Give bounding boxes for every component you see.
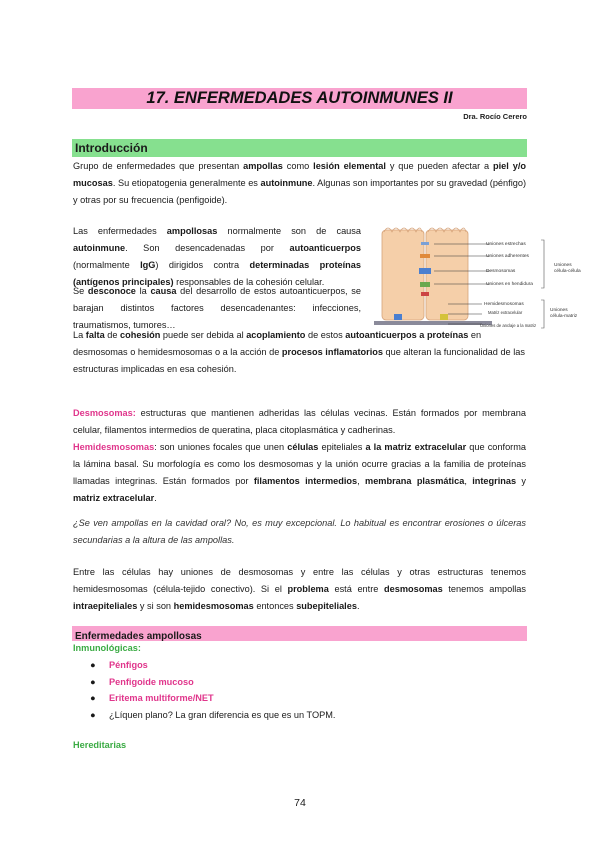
bullet-list-inmunologicas <box>73 657 335 723</box>
diagram-label: Uniones de anclaje a la matriz <box>480 323 537 328</box>
page-number: 74 <box>294 797 306 809</box>
list-item: ● Penfigoide mucoso <box>73 674 335 691</box>
paragraph-falta-cohesion: La falta de cohesión puede ser debida al acoplamiento de estos autoanticuerpos a proteínas en desmosomas o hemidesmosomas o a la acción de procesos inflamatorios que alteran la funcionalidad de las estructuras implicadas en esa cohesión. <box>73 330 525 374</box>
list-item: ● Eritema multiforme/NET <box>73 690 335 707</box>
bullet-icon: ● <box>90 676 96 687</box>
diagram-label: Desmosomas <box>486 269 516 274</box>
paragraph-factores: Se desconoce la causa del desarrollo de estos autoanticuerpos, se barajan distintos factores desencadenantes: infecciones, traumatismos, tumores… <box>73 286 361 330</box>
bullet-icon: ● <box>90 660 96 670</box>
subheading-hereditarias: Hereditarias <box>73 740 127 750</box>
paragraph-definicion: Grupo de enfermedades que presentan ampollas como lesión elemental y que pueden afectar a piel y/o mucosas. Su etiopatogenia generalmente es autoinmune. Algunas son importantes por su gravedad (pénfigo) y otras por su frecuencia (penfigoide). <box>73 161 527 205</box>
subheading-inmunologicas: Inmunológicas: <box>73 643 141 653</box>
paragraph-uniones: Entre las células hay uniones de desmosomas y entre las células y otras estructuras tenemos hemidesmosomas (célula-tejido conectivo). Si el problema está entre desmosomas tenemos ampollas intraepiteliales y si son hemidesmosomas entonces subepiteliales. <box>73 567 526 611</box>
section-heading-text: Enfermedades ampollosas <box>75 631 202 642</box>
paragraph-causa-autoinmune: Las enfermedades ampollosas normalmente son de causa autoinmune. Son desencadenadas por autoanticuerpos (normalmente IgG) dirigidos contra determinadas proteínas (antígenos principales) responsables de la cohesión celular. <box>73 226 362 287</box>
diagram-label: Hemidesmosomas <box>484 302 524 307</box>
diagram-label: Uniones adherentes <box>486 254 529 259</box>
author-name: Dra. Rocío Cerero <box>463 112 527 121</box>
diagram-group-label: Uniones <box>550 308 568 313</box>
section-heading-text: Introducción <box>75 141 148 155</box>
section-heading-introduccion <box>72 139 527 157</box>
cell-junctions-diagram <box>374 222 600 340</box>
chapter-title: 17. ENFERMEDADES AUTOINMUNES II <box>146 89 453 107</box>
diagram-group-label: célula-matriz <box>550 314 578 319</box>
diagram-label: Uniones en hendidura <box>486 282 533 287</box>
section-heading-ampollosas <box>72 626 527 641</box>
list-item: ● Pénfigos <box>73 657 335 674</box>
paragraph-desmosomas: Desmosomas: estructuras que mantienen adheridas las células vecinas. Están formados por membrana celular, filamentos intermedios de queratina, placa citoplasmática y cadherinas. <box>73 408 526 435</box>
list-item: ● ¿Líquen plano? La gran diferencia es que es un TOPM. <box>73 707 335 724</box>
diagram-group-label: Uniones <box>554 263 572 268</box>
bullet-icon: ● <box>90 709 96 720</box>
paragraph-pregunta-ampollas: ¿Se ven ampollas en la cavidad oral? No, es muy excepcional. Lo habitual es encontrar erosiones o úlceras secundarias a la altura de las ampollas. <box>73 518 526 545</box>
diagram-label: Matriz extracelular <box>488 310 523 315</box>
diagram-group-label: célula-célula <box>554 269 581 274</box>
paragraph-hemidesmosomas: Hemidesmosomas: son uniones focales que unen células epiteliales a la matriz extracelular que conforma la lámina basal. Su morfología es como los desmosomas y la unión ocurre gracias a la familia de proteínas llamadas integrinas. Están formados por filamentos intermedios, membrana plasmática, integrinas y matriz extracelular. <box>73 442 527 503</box>
chapter-title-bar <box>72 88 527 109</box>
bullet-icon: ● <box>90 693 96 703</box>
diagram-label: Uniones estrechas <box>486 242 526 247</box>
